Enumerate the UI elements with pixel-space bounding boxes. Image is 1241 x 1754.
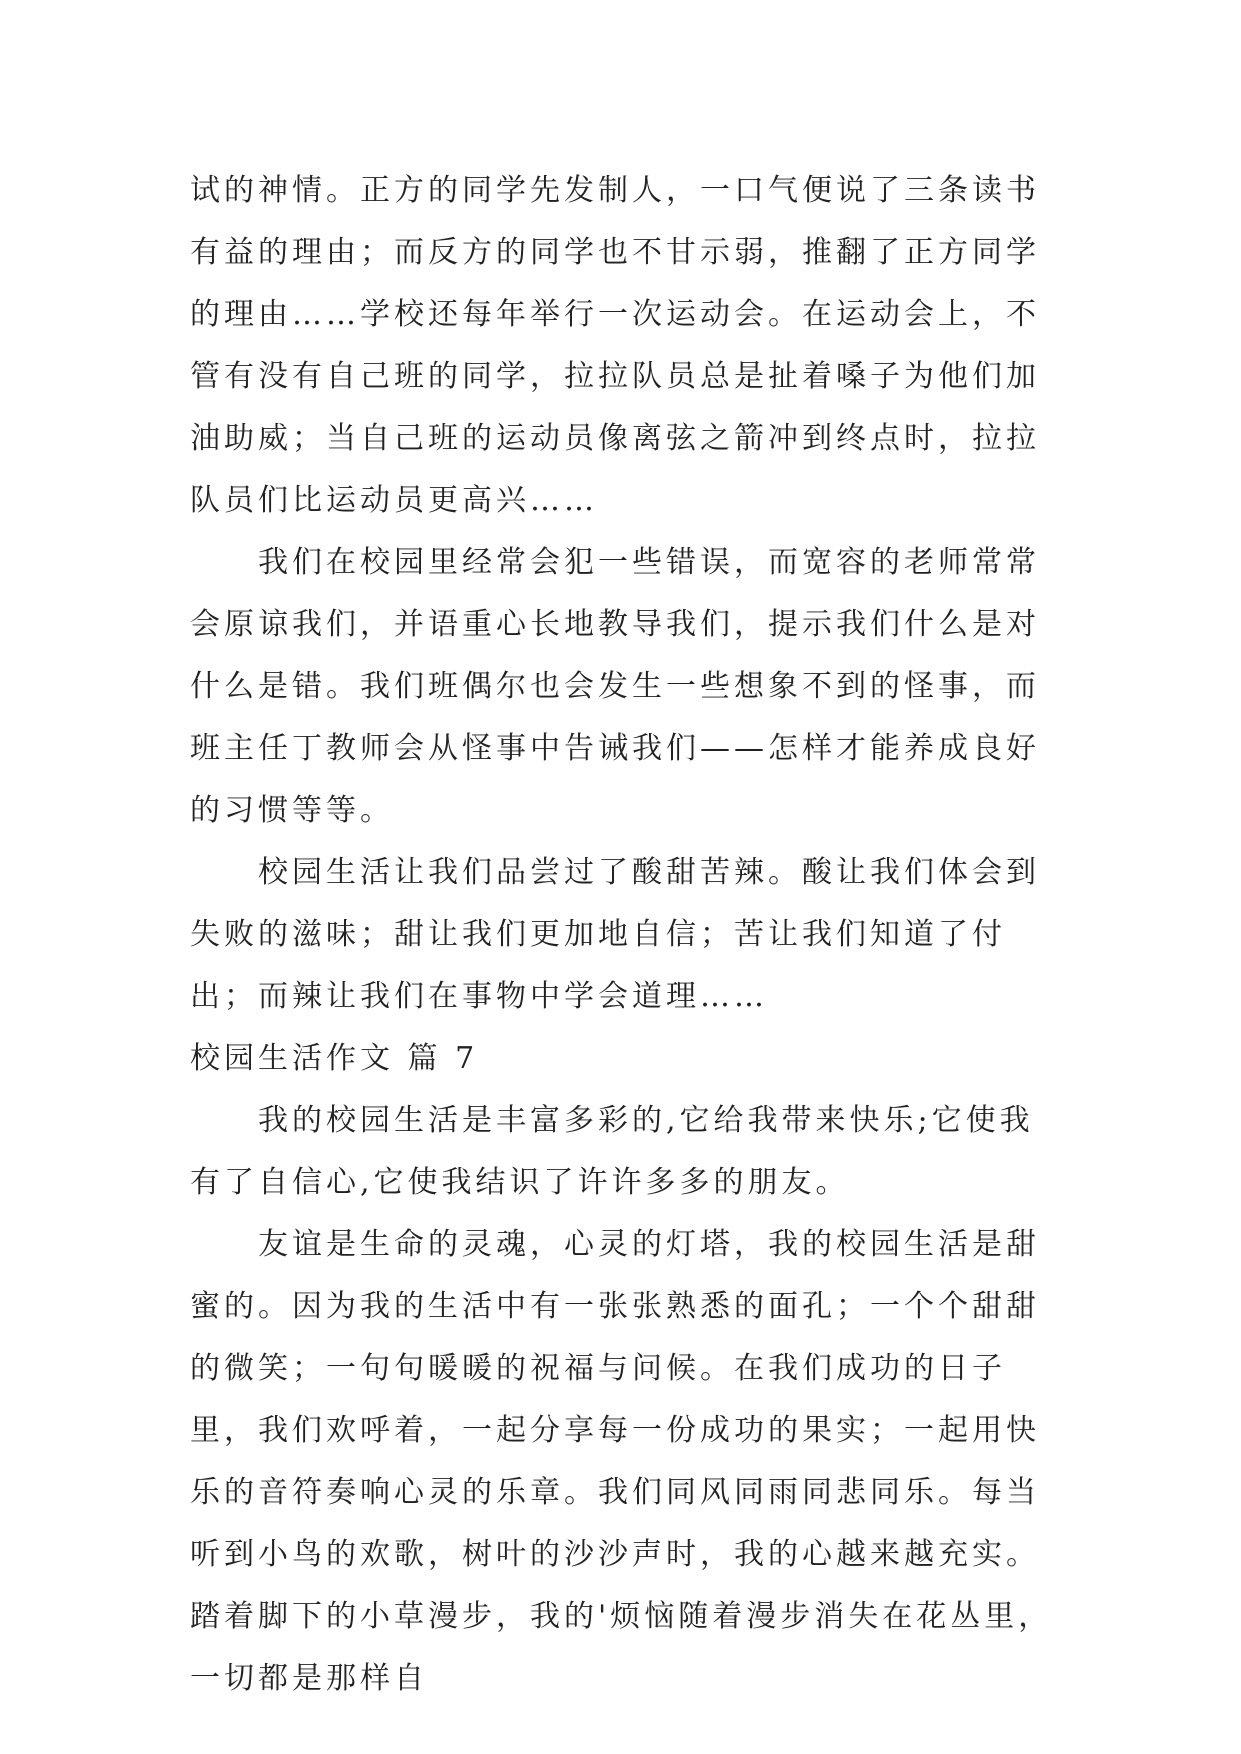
document-body bbox=[190, 160, 1060, 1710]
paragraph: 我的校园生活是丰富多彩的,它给我带来快乐;它使我有了自信心,它使我结识了许许多多的朋友。 bbox=[190, 1103, 1034, 1200]
section-heading: 校园生活作文 篇 7 bbox=[190, 1041, 479, 1076]
paragraph: 校园生活让我们品尝过了酸甜苦辣。酸让我们体会到失败的滋味；甜让我们更加地自信；苦让我们知道了付出；而辣让我们在事物中学会道理…… bbox=[190, 855, 1040, 1014]
paragraph: 友谊是生命的灵魂，心灵的灯塔，我的校园生活是甜蜜的。因为我的生活中有一张张熟悉的面孔；一个个甜甜的微笑；一句句暖暖的祝福与问候。在我们成功的日子里，我们欢呼着，一起分享每一份成功的果实；一起用快乐的音符奏响心灵的乐章。我们同风同雨同悲同乐。每当听到小鸟的欢歌，树叶的沙沙声时，我的心越来越充实。踏着脚下的小草漫步，我的'烦恼随着漫步消失在花丛里，一切都是那样自 bbox=[190, 1227, 1053, 1696]
paragraph: 试的神情。正方的同学先发制人，一口气便说了三条读书有益的理由；而反方的同学也不甘示弱，推翻了正方同学的理由……学校还每年举行一次运动会。在运动会上，不管有没有自己班的同学，拉拉队员总是扯着嗓子为他们加油助威；当自己班的运动员像离弦之箭冲到终点时，拉拉队员们比运动员更高兴…… bbox=[190, 173, 1040, 518]
paragraph: 我们在校园里经常会犯一些错误，而宽容的老师常常会原谅我们，并语重心长地教导我们，提示我们什么是对什么是错。我们班偶尔也会发生一些想象不到的怪事，而班主任丁教师会从怪事中告诫我们——怎样才能养成良好的习惯等等。 bbox=[190, 545, 1040, 828]
